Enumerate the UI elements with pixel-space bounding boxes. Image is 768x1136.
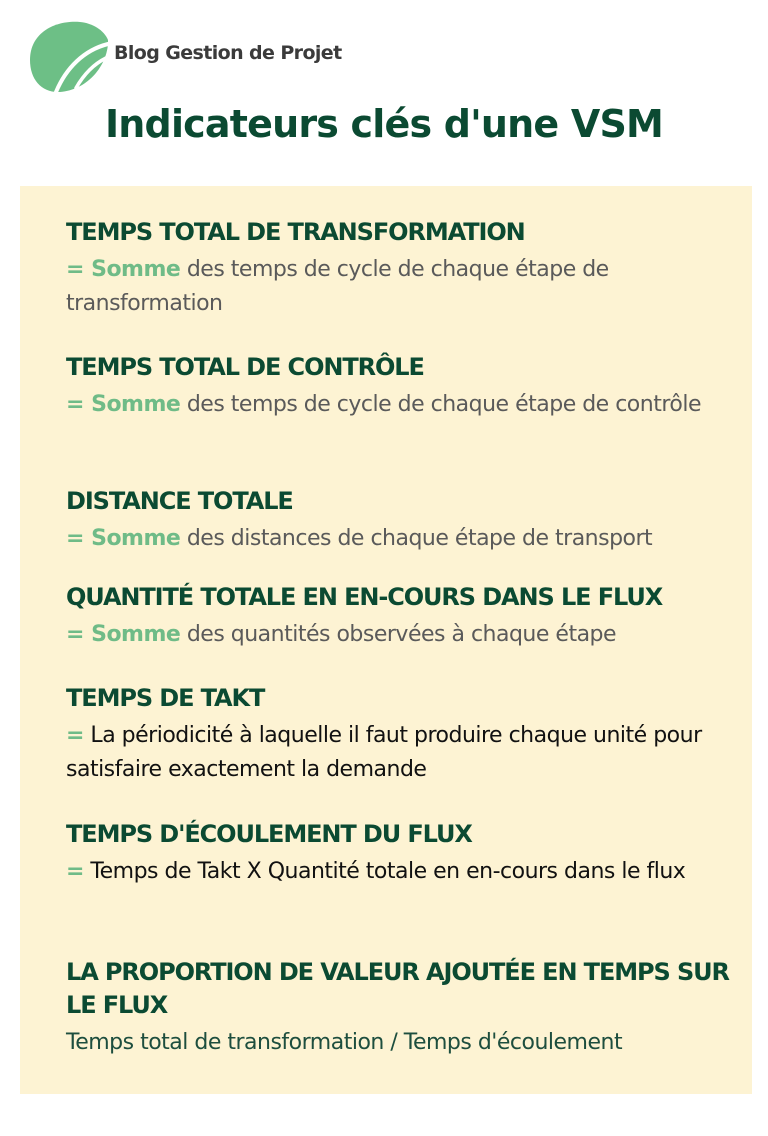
indicator-title: TEMPS TOTAL DE TRANSFORMATION <box>66 218 525 246</box>
indicator-item <box>66 581 738 652</box>
indicator-title: TEMPS DE TAKT <box>66 684 265 712</box>
description-text: La périodicité à laquelle il faut produire chaque unité pour satisfaire exactement la demande <box>66 723 702 782</box>
indicator-description <box>66 618 738 652</box>
description-text: Temps de Takt X Quantité totale en en-cours dans le flux <box>83 859 686 884</box>
leaf-logo-icon <box>26 18 110 94</box>
indicator-item <box>66 818 738 889</box>
equals-sign: = <box>66 723 84 748</box>
indicator-item <box>66 216 738 321</box>
indicator-description <box>66 855 738 889</box>
equals-sign: = <box>66 392 92 417</box>
equals-sign: = <box>66 622 92 647</box>
brand-logo <box>26 16 342 96</box>
indicator-item <box>66 956 738 1060</box>
indicator-description <box>66 1026 738 1060</box>
indicator-title: TEMPS TOTAL DE CONTRÔLE <box>66 353 424 381</box>
highlight-word: Somme <box>91 526 181 551</box>
indicator-title: DISTANCE TOTALE <box>66 487 293 515</box>
indicator-title: TEMPS D'ÉCOULEMENT DU FLUX <box>66 820 472 848</box>
indicator-description <box>66 522 738 556</box>
indicator-description <box>66 253 738 321</box>
indicator-title: LA PROPORTION DE VALEUR AJOUTÉE EN TEMPS SUR LE FLUX <box>66 958 729 1019</box>
equals-sign: = <box>66 859 84 884</box>
highlight-word: Somme <box>91 392 181 417</box>
indicator-item <box>66 682 738 787</box>
description-text: des temps de cycle de chaque étape de contrôle <box>180 392 702 417</box>
page-title: Indicateurs clés d'une VSM <box>104 102 664 146</box>
indicator-title: QUANTITÉ TOTALE EN EN-COURS DANS LE FLUX <box>66 583 663 611</box>
brand-name: Blog Gestion de Projet <box>114 42 342 64</box>
highlight-word: Somme <box>91 622 181 647</box>
description-text: Temps total de transformation / Temps d'écoulement <box>66 1030 623 1055</box>
indicator-item <box>66 485 738 556</box>
indicator-description <box>66 388 738 422</box>
indicators-card <box>20 186 752 1094</box>
description-text: des quantités observées à chaque étape <box>180 622 617 647</box>
description-text: des temps de cycle de chaque étape de transformation <box>66 257 609 316</box>
equals-sign: = <box>66 257 92 282</box>
equals-sign: = <box>66 526 92 551</box>
indicator-description <box>66 719 738 787</box>
highlight-word: Somme <box>91 257 181 282</box>
description-text: des distances de chaque étape de transport <box>180 526 653 551</box>
indicator-item <box>66 351 738 422</box>
